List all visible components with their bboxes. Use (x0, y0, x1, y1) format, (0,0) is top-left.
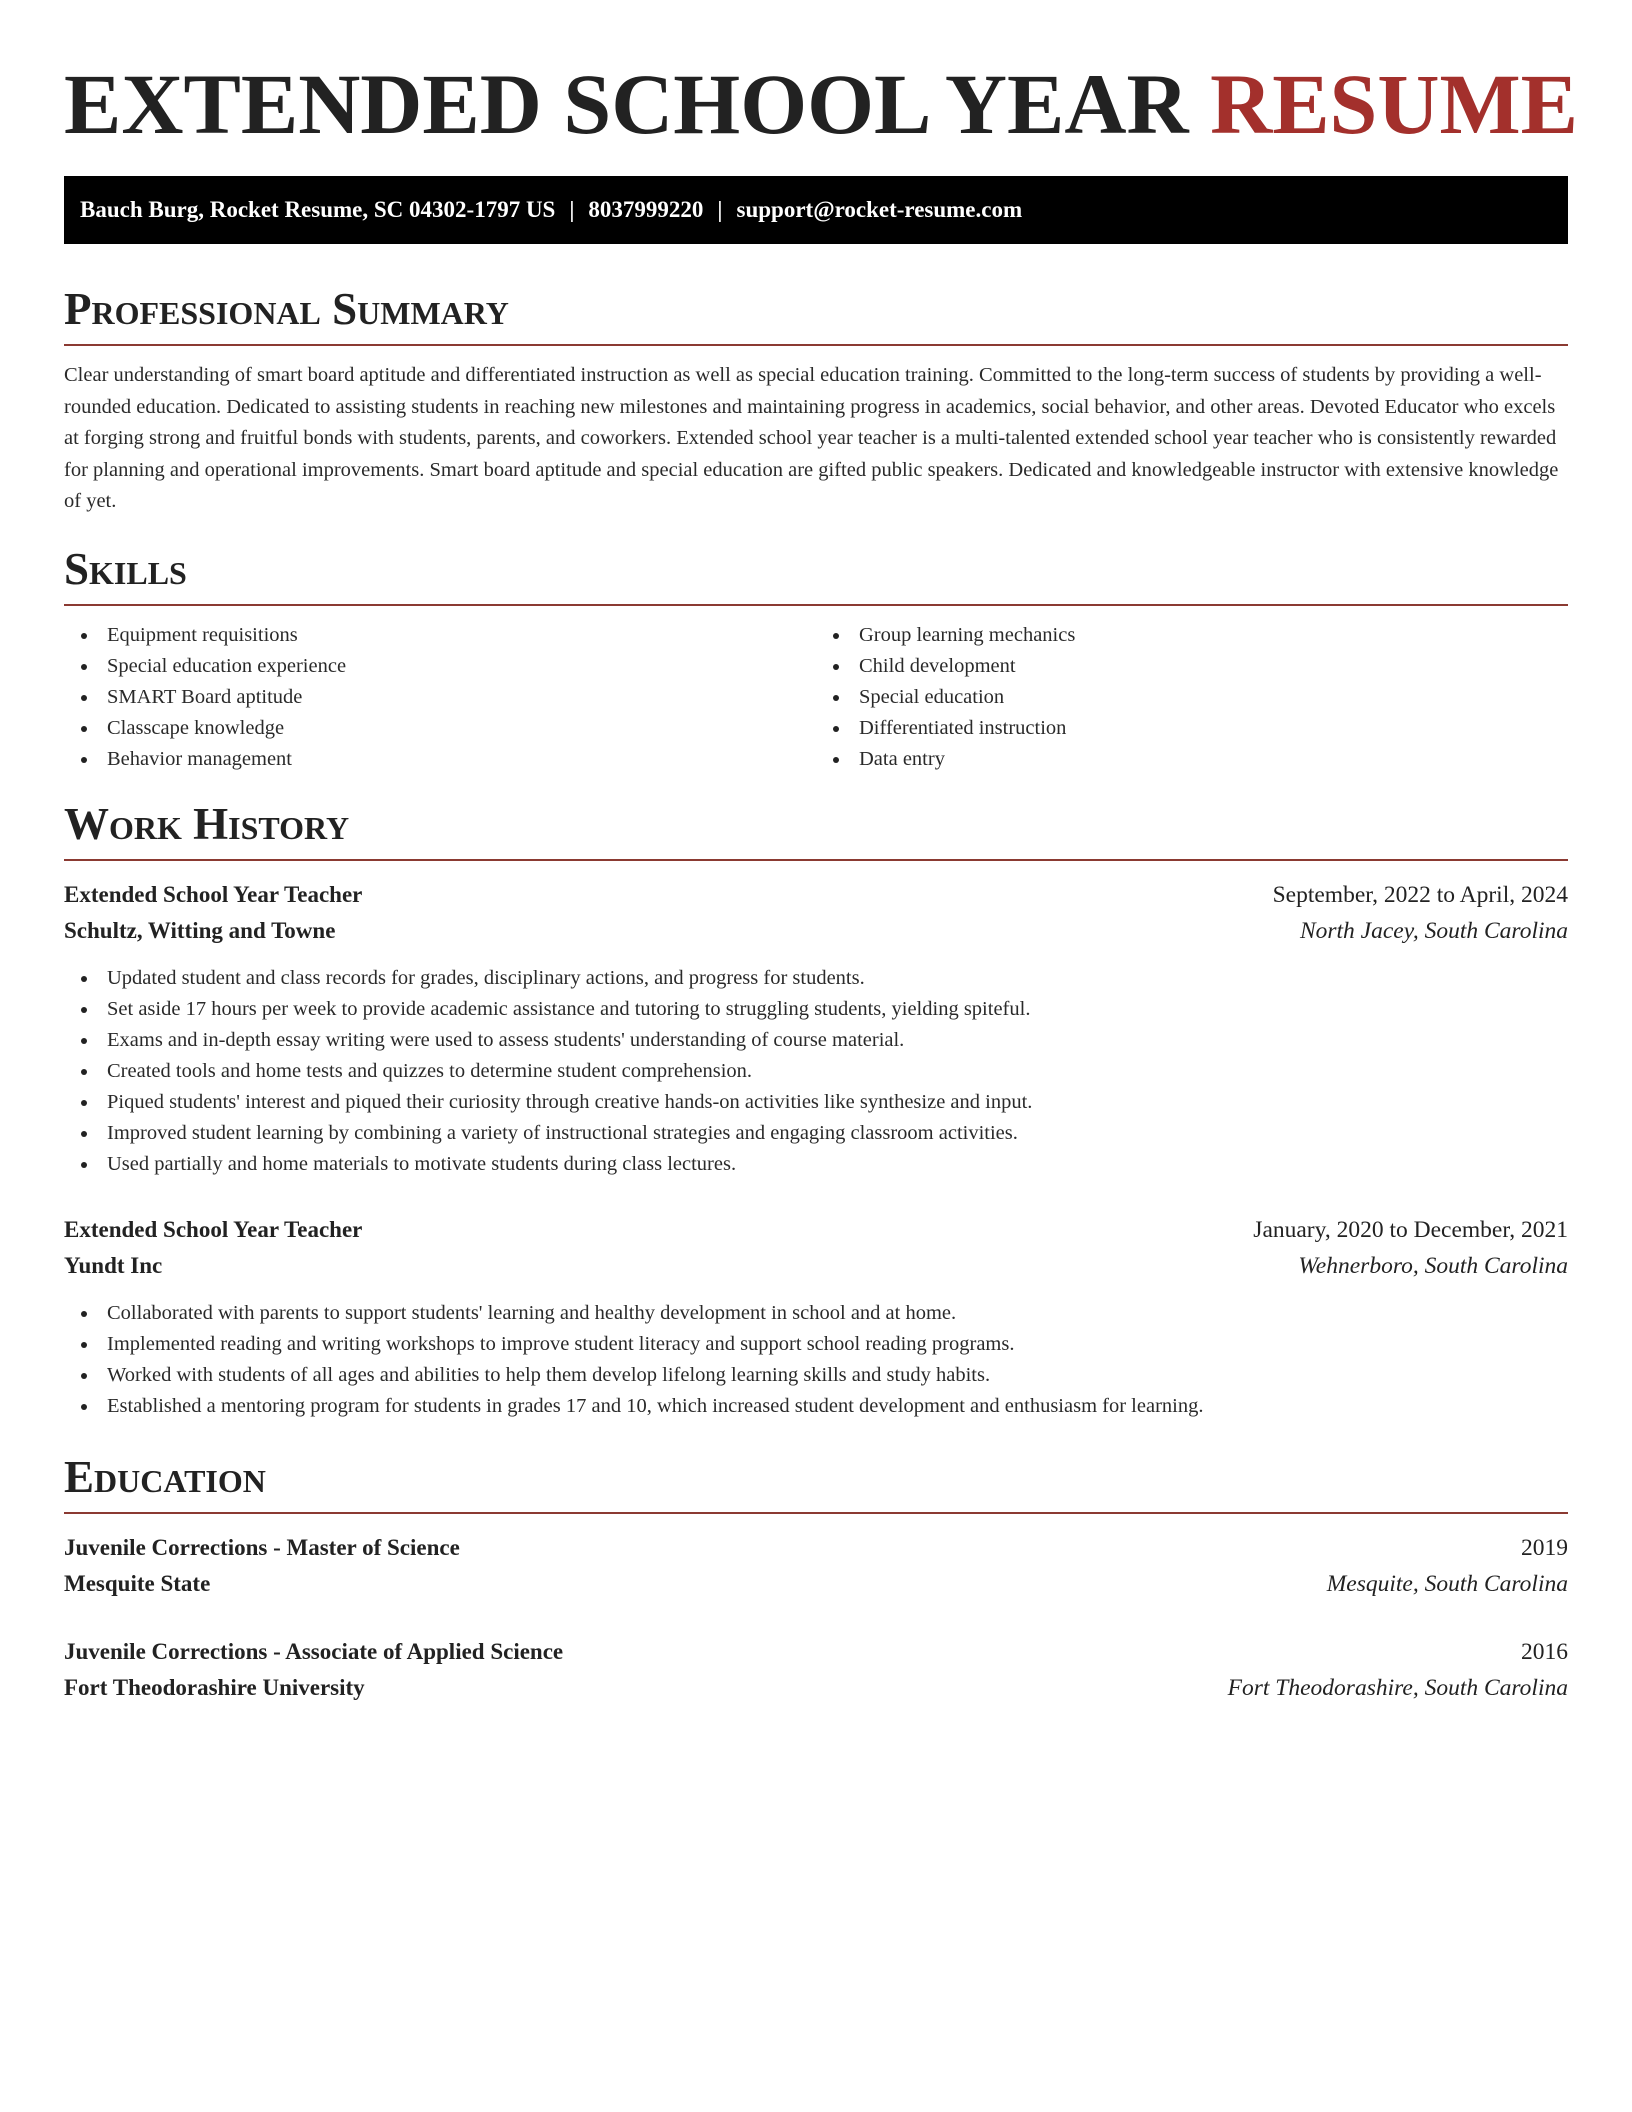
contact-address: Bauch Burg, Rocket Resume, SC 04302-1797 US (80, 197, 556, 222)
job-bullet: Created tools and home tests and quizzes to determine student comprehension. (107, 1056, 1568, 1087)
job-location: North Jacey, South Carolina (1299, 917, 1568, 944)
skill-item: Data entry (859, 744, 1568, 775)
education-entry (64, 1634, 1568, 1706)
graduation-year: 2016 (1521, 1638, 1568, 1665)
school-location: Fort Theodorashire, South Carolina (1227, 1674, 1568, 1701)
contact-bar (64, 176, 1568, 244)
contact-phone: 8037999220 (588, 197, 704, 222)
section-divider (64, 1512, 1568, 1514)
resume-page (64, 0, 1579, 1706)
graduation-year: 2019 (1521, 1534, 1568, 1561)
job-title: Extended School Year Teacher (64, 1216, 363, 1242)
degree-row (64, 1530, 1568, 1566)
section-divider (64, 344, 1568, 346)
resume-title-main: EXTENDED SCHOOL YEAR (64, 56, 1189, 152)
skill-item: Child development (859, 651, 1568, 682)
job-company: Schultz, Witting and Towne (64, 917, 336, 943)
job-title-row (64, 1212, 1568, 1248)
summary-text: Clear understanding of smart board aptitude and differentiated instruction as well as special education training. Committed to the long-term success of students by providing a well-rounded education. Dedicated to assisting students in reaching new milestones and maintaining progress in academics, social behavior, and other areas. Devoted Educator who excels at forging strong and fruitful bonds with students, parents, and coworkers. Extended school year teacher is a multi-talented extended school year teacher who is consistently rewarded for planning and operational improvements. Smart board aptitude and special education are gifted public speakers. Dedicated and knowledgeable instructor with extensive knowledge of yet. (64, 364, 1559, 512)
job-entry (64, 1212, 1568, 1422)
skills-grid (64, 620, 1568, 775)
job-title: Extended School Year Teacher (64, 881, 363, 907)
work-history-section (64, 799, 1568, 1422)
school-row (64, 1566, 1568, 1602)
school-name: Mesquite State (64, 1570, 211, 1596)
degree-name: Juvenile Corrections - Master of Science (64, 1534, 460, 1560)
resume-title-accent: RESUME (1210, 56, 1579, 152)
degree-row (64, 1634, 1568, 1670)
job-bullets (64, 1298, 1568, 1422)
skills-column-left (64, 620, 816, 775)
resume-title (64, 0, 1579, 152)
skill-item: Differentiated instruction (859, 713, 1568, 744)
skill-item: Group learning mechanics (859, 620, 1568, 651)
contact-email: support@rocket-resume.com (736, 197, 1023, 222)
job-bullet: Improved student learning by combining a variety of instructional strategies and engaging classroom activities. (107, 1118, 1568, 1149)
job-bullet: Collaborated with parents to support students' learning and healthy development in school and at home. (107, 1298, 1568, 1329)
job-bullet: Exams and in-depth essay writing were used to assess students' understanding of course material. (107, 1025, 1568, 1056)
job-bullet: Set aside 17 hours per week to provide academic assistance and tutoring to struggling students, yielding spiteful. (107, 994, 1568, 1025)
summary-section (64, 284, 1568, 518)
education-section (64, 1452, 1568, 1706)
degree-name: Juvenile Corrections - Associate of Applied Science (64, 1638, 564, 1664)
job-dates: January, 2020 to December, 2021 (1253, 1216, 1568, 1243)
job-bullet: Piqued students' interest and piqued their curiosity through creative hands-on activities like synthesize and input. (107, 1087, 1568, 1118)
skill-item: Special education (859, 682, 1568, 713)
skills-section (64, 544, 1568, 775)
skill-item: Classcape knowledge (107, 713, 816, 744)
education-entry (64, 1530, 1568, 1602)
school-row (64, 1670, 1568, 1706)
job-entry (64, 877, 1568, 1180)
education-heading: Education (64, 1451, 266, 1502)
job-title-row (64, 877, 1568, 913)
job-bullet: Updated student and class records for grades, disciplinary actions, and progress for students. (107, 963, 1568, 994)
job-bullet: Used partially and home materials to motivate students during class lectures. (107, 1149, 1568, 1180)
skills-column-right (816, 620, 1568, 775)
job-bullet: Worked with students of all ages and abilities to help them develop lifelong learning skills and study habits. (107, 1360, 1568, 1391)
job-bullet: Implemented reading and writing workshops to improve student literacy and support school reading programs. (107, 1329, 1568, 1360)
job-bullets (64, 963, 1568, 1180)
section-divider (64, 604, 1568, 606)
skill-item: Special education experience (107, 651, 816, 682)
school-location: Mesquite, South Carolina (1326, 1570, 1568, 1597)
work-history-heading: Work History (64, 798, 350, 849)
skill-item: Behavior management (107, 744, 816, 775)
school-name: Fort Theodorashire University (64, 1674, 365, 1700)
job-company-row (64, 913, 1568, 949)
contact-separator: | (569, 197, 575, 222)
job-company: Yundt Inc (64, 1252, 163, 1278)
skills-heading: Skills (64, 543, 187, 594)
job-company-row (64, 1248, 1568, 1284)
skill-item: Equipment requisitions (107, 620, 816, 651)
job-location: Wehnerboro, South Carolina (1298, 1252, 1568, 1279)
summary-heading: Professional Summary (64, 284, 509, 334)
contact-separator: | (717, 197, 723, 222)
skill-item: SMART Board aptitude (107, 682, 816, 713)
job-bullet: Established a mentoring program for students in grades 17 and 10, which increased student development and enthusiasm for learning. (107, 1391, 1568, 1422)
section-divider (64, 859, 1568, 861)
job-dates: September, 2022 to April, 2024 (1272, 881, 1568, 908)
